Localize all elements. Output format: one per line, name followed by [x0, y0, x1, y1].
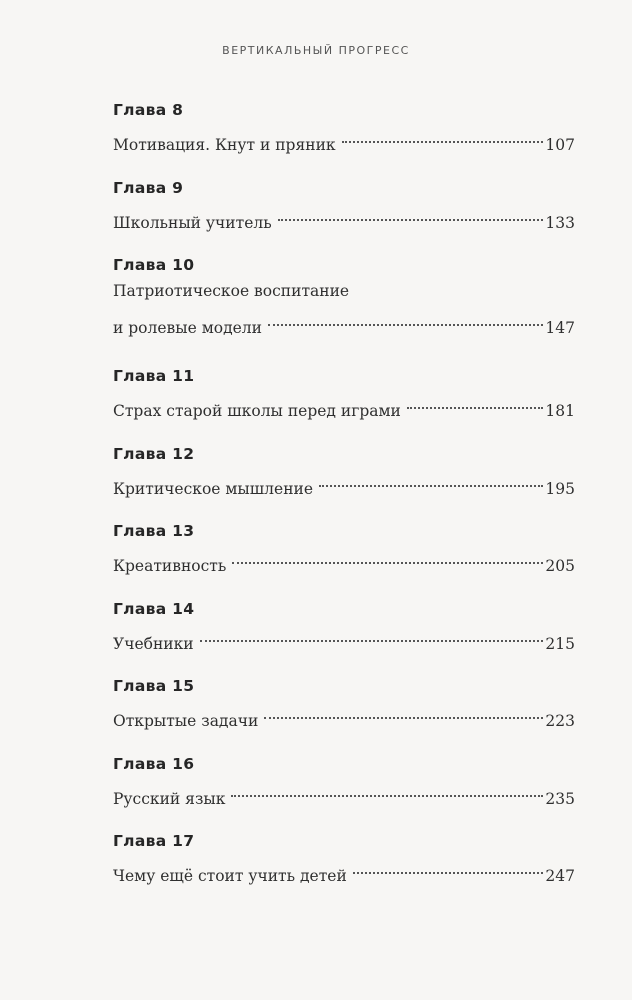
chapter-label: Глава 8 [113, 101, 184, 119]
toc-row [113, 466, 575, 503]
toc-row [113, 621, 575, 658]
toc-row [113, 305, 575, 342]
dot-leader [353, 853, 544, 881]
toc-entry-chapter-15 [113, 674, 575, 752]
chapter-label: Глава 16 [113, 754, 195, 773]
chapter-title: Учебники [113, 634, 194, 653]
page-number: 247 [545, 867, 575, 885]
chapter-label: Глава 13 [113, 522, 195, 540]
dot-leader [278, 200, 544, 228]
running-head: ВЕРТИКАЛЬНЫЙ ПРОГРЕСС [222, 44, 410, 57]
chapter-title: Критическое мышление [113, 479, 314, 498]
page-number: 133 [545, 213, 575, 232]
chapter-title: Креативность [113, 557, 227, 575]
toc-row [113, 776, 575, 813]
chapter-label: Глава 11 [113, 367, 195, 385]
chapter-title: Открытые задачи [113, 712, 259, 730]
chapter-label: Глава 9 [113, 178, 184, 197]
toc-entry-chapter-13 [113, 519, 575, 597]
page-number: 223 [545, 712, 575, 730]
chapter-title: Страх старой школы перед играми [113, 402, 401, 420]
page-number: 181 [545, 402, 575, 420]
page-number: 235 [545, 789, 575, 808]
toc-entry-chapter-14 [113, 597, 575, 675]
toc-row [113, 853, 575, 890]
chapter-label: Глава 14 [113, 599, 195, 618]
chapter-title: Школьный учитель [113, 213, 272, 232]
chapter-title: Мотивация. Кнут и пряник [113, 136, 336, 154]
page-number: 147 [545, 319, 575, 337]
chapter-label: Глава 12 [113, 444, 195, 463]
dot-leader [200, 621, 544, 649]
chapter-label: Глава 17 [113, 832, 195, 850]
toc-entry-chapter-8 [113, 98, 575, 176]
toc-entry-chapter-16 [113, 752, 575, 830]
page-number: 215 [545, 634, 575, 653]
chapter-title: Чему ещё стоит учить детей [113, 867, 347, 885]
dot-leader [319, 466, 543, 494]
dot-leader [407, 388, 544, 416]
page-number: 195 [545, 479, 575, 498]
dot-leader [342, 122, 544, 150]
toc-entry-chapter-11 [113, 364, 575, 442]
chapter-title: Русский язык [113, 789, 226, 808]
toc-entry-chapter-9 [113, 176, 575, 254]
toc-row [113, 388, 575, 425]
toc-row [113, 698, 575, 735]
toc-entry-chapter-10 [113, 253, 575, 364]
toc-row [113, 543, 575, 580]
chapter-title: и ролевые модели [113, 319, 262, 337]
chapter-label: Глава 10 [113, 256, 195, 274]
toc-row [113, 200, 575, 237]
dot-leader [231, 776, 543, 804]
chapter-title-line-1: Патриотическое воспитание [113, 282, 350, 300]
dot-leader [232, 543, 543, 571]
dot-leader [264, 698, 543, 726]
toc-entry-chapter-17 [113, 829, 575, 907]
dot-leader [268, 305, 543, 333]
toc-entry-chapter-12 [113, 442, 575, 520]
table-of-contents [113, 98, 575, 907]
page-number: 107 [545, 136, 575, 154]
toc-row [113, 122, 575, 159]
page-number: 205 [545, 557, 575, 575]
chapter-label: Глава 15 [113, 677, 195, 695]
